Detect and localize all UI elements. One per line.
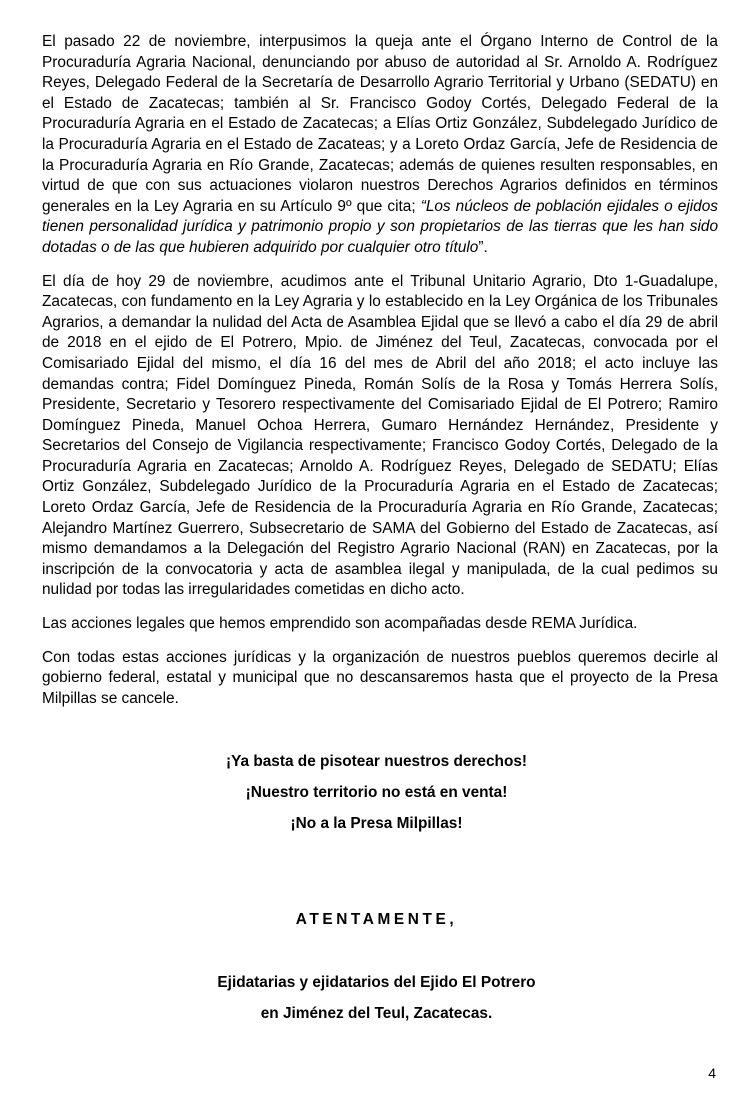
paragraph-queja-text: El pasado 22 de noviembre, interpusimos la queja ante el Órgano Interno de Control de la Procuraduría Agraria Nacional, denunciando por abuso de autoridad al Sr. Arnoldo A. Rodríguez Reyes, Delegado Federal de la Secretaría de Desarrollo Agrario Territorial y Urbano (SEDATU) en el Estado de Zacatecas; también al Sr. Francisco Godoy Cortés, Delegado Federal de la Procuraduría Agraria en el Estado de Zacatecas; a Elías Ortiz González, Subdelegado Jurídico de la Procuraduría Agraria en el Estado de Zacateas; y a Loreto Ordaz García, Jefe de Residencia de la Procuraduría Agraria en Río Grande, Zacatecas; además de quienes resulten responsables, en virtud de que con sus actuaciones violaron nuestros Derechos Agrarios definidos en términos generales en la Ley Agraria en su Artículo 9º que cita;: [42, 33, 718, 215]
page-number: 4: [708, 1065, 716, 1081]
slogan-derechos: ¡Ya basta de pisotear nuestros derechos!: [225, 753, 528, 770]
signature-line-2: en Jiménez del Teul, Zacatecas.: [260, 1005, 493, 1022]
paragraph-queja: [42, 32, 718, 259]
slogan-presa: ¡No a la Presa Milpillas!: [290, 815, 463, 832]
quote-end: ”.: [478, 238, 488, 256]
slogan-territorio: ¡Nuestro territorio no está en venta!: [245, 784, 508, 801]
article-9-quote: “Los núcleos de población ejidales o ejidos tienen personalidad jurídica y patrimonio propio y son propietarios de las tierras que les han sido dotadas o de las que hubieren adquirido por cualquier otro título: [42, 197, 718, 256]
paragraph-demanda: El día de hoy 29 de noviembre, acudimos ante el Tribunal Unitario Agrario, Dto 1-Guadalupe, Zacatecas, con fundamento en la Ley Agraria y lo establecido en la Ley Orgánica de los Tribunales Agrarios, a demandar la nulidad del Acta de Asamblea Ejidal que se llevó a cabo el día 29 de abril de 2018 en el ejido de El Potrero, Mpio. de Jiménez del Teul, Zacatecas, convocada por el Comisariado Ejidal del mismo, el día 16 del mes de Abril del año 2018; el acto incluye las demandas contra; Fidel Domínguez Pineda, Román Solís de la Rosa y Tomás Herrera Solís, Presidente, Secretario y Tesorero respectivamente del Comisariado Ejidal de El Potrero; Ramiro Domínguez Pineda, Manuel Ochoa Herrera, Gumaro Hernández Hernández, Presidente y Secretarios del Consejo de Vigilancia respectivamente; Francisco Godoy Cortés, Delegado de la Procuraduría Agraria en Zacatecas; Arnoldo A. Rodríguez Reyes, Delegado de SEDATU; Elías Ortiz González, Subdelegado Jurídico de la Procuraduría Agraria en el Estado de Zacatecas; Loreto Ordaz García, Jefe de Residencia de la Procuraduría Agraria en Río Grande, Zacatecas; Alejandro Martínez Guerrero, Subsecretario de SAMA del Gobierno del Estado de Zacatecas, así mismo demandamos a la Delegación del Registro Agrario Nacional (RAN) en Zacatecas, por la inscripción de la convocatoria y acta de asamblea ilegal y manipulada, de la cual pedimos su nulidad por todas las irregularidades cometidas en dicho acto.: [42, 272, 718, 599]
signature-block: [0, 973, 753, 1035]
signature-line-1: Ejidatarias y ejidatarios del Ejido El Potrero: [217, 974, 536, 991]
paragraph-conclusion: Con todas estas acciones jurídicas y la organización de nuestros pueblos queremos decirle al gobierno federal, estatal y municipal que no descansaremos hasta que el proyecto de la Presa Milpillas se cancele.: [42, 648, 718, 707]
document-body: [42, 32, 718, 721]
paragraph-rema: Las acciones legales que hemos emprendido son acompañadas desde REMA Jurídica.: [42, 615, 638, 633]
slogans: [0, 752, 753, 845]
closing-atentamente: ATENTAMENTE,: [295, 911, 458, 928]
